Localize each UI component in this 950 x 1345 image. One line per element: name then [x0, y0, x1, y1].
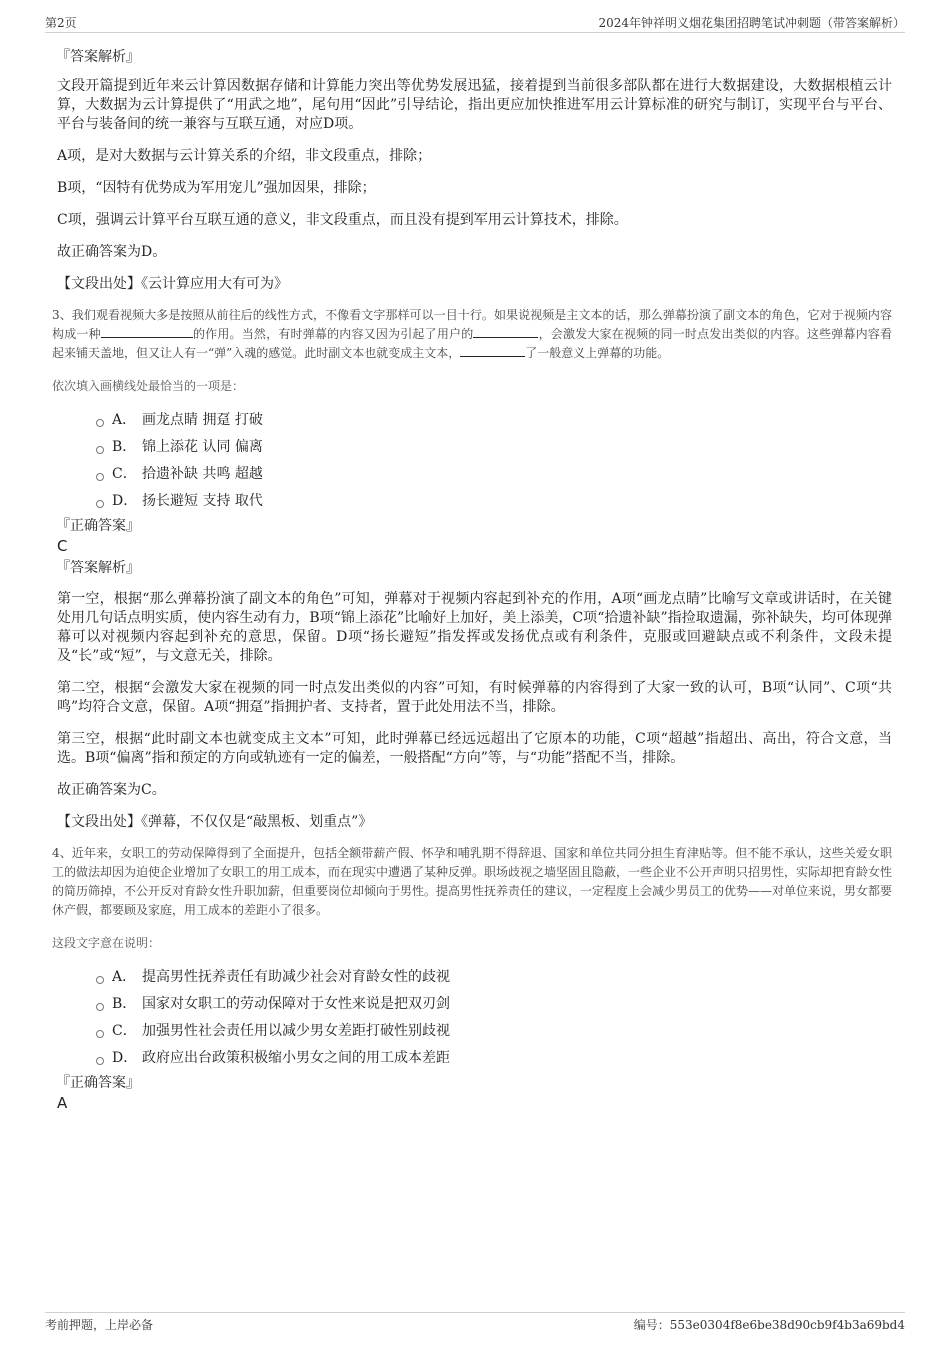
option-b[interactable] — [96, 991, 892, 1018]
option-text: 拾遗补缺 共鸣 超越 — [142, 466, 263, 482]
fill-blank-2 — [473, 325, 538, 338]
answer-analysis-tag: 『答案解析』 — [56, 49, 140, 65]
option-text: 提高男性抚养责任有助减少社会对育龄女性的歧视 — [142, 969, 450, 985]
option-text: 锦上添花 认同 偏离 — [142, 439, 263, 455]
source-citation: 【文段出处】《弹幕，不仅仅是“敲黑板、划重点”》 — [57, 814, 373, 830]
analysis-option-a: A项，是对大数据与云计算关系的介绍，非文段重点，排除； — [57, 148, 432, 164]
page-footer — [45, 1312, 905, 1335]
option-key: D． — [112, 493, 138, 509]
conclusion: 故正确答案为C。 — [57, 782, 166, 798]
page-number: 第2页 — [45, 16, 77, 30]
document-code: 编号：553e0304f8e6be38d90cb9f4b3a69bd4 — [633, 1318, 905, 1332]
radio-button[interactable] — [96, 473, 104, 481]
correct-answer: C — [57, 537, 68, 555]
correct-answer-tag: 『正确答案』 — [56, 518, 140, 534]
option-key: A． — [112, 969, 137, 985]
option-text: 国家对女职工的劳动保障对于女性来说是把双刃剑 — [142, 996, 450, 1012]
analysis-option-c: C项，强调云计算平台互联互通的意义，非文段重点，而且没有提到军用云计算技术，排除。 — [57, 212, 628, 228]
option-key: C． — [112, 466, 137, 482]
option-key: B． — [112, 996, 137, 1012]
conclusion: 故正确答案为D。 — [57, 244, 167, 260]
option-d[interactable] — [96, 1045, 892, 1072]
answer-analysis-tag: 『答案解析』 — [56, 560, 140, 576]
radio-button[interactable] — [96, 500, 104, 508]
option-a[interactable] — [96, 964, 892, 991]
question-3-text: 3、我们观看视频大多是按照从前往后的线性方式，不像看文字那样可以一目十行。如果说视频是主文本的话，那么弹幕扮演了副文本的角色，它对于视频内容构成一种 的作用。当然，有时弹幕的内容又因为引起了用户的 ，会激发大家在视频的同一时点发出类似的内容。这些弹幕内容看起来铺天盖地，但又让人有一“弹”入魂的感觉。此时副文本也就变成主文本， 了一般意义上弹幕的功能。 — [52, 308, 892, 360]
analysis-option-b: B项，“因特有优势成为军用宠儿”强加因果，排除； — [57, 180, 376, 196]
fill-blank-1 — [101, 325, 193, 338]
radio-button[interactable] — [96, 446, 104, 454]
radio-button[interactable] — [96, 419, 104, 427]
option-c[interactable] — [96, 1018, 892, 1045]
option-b[interactable] — [96, 434, 892, 461]
analysis-paragraph-3: 第三空，根据“此时副文本也就变成主文本”可知，此时弹幕已经远远超出了它原本的功能，C项“超越”指超出、高出，符合文意，当选。B项“偏离”指和预定的方向或轨迹有一定的偏差，一般搭配“方向”等，与“功能”搭配不当，排除。 — [57, 731, 892, 766]
option-text: 画龙点睛 拥趸 打破 — [142, 412, 263, 428]
document-title: 2024年钟祥明义烟花集团招聘笔试冲刺题（带答案解析） — [598, 16, 905, 30]
footer-slogan: 考前押题，上岸必备 — [45, 1318, 154, 1332]
option-a[interactable] — [96, 407, 892, 434]
radio-button[interactable] — [96, 1003, 104, 1011]
page-header — [45, 12, 905, 33]
analysis-paragraph: 文段开篇提到近年来云计算因数据存储和计算能力突出等优势发展迅猛，接着提到当前很多部队都在进行大数据建设，大数据根植云计算，大数据为云计算提供了“用武之地”，尾句用“因此”引导结论，指出更应加快推进军用云计算标准的研究与制订，实现平台与平台、平台与装备间的统一兼容与互联互通，对应D项。 — [57, 78, 892, 132]
question-4-text: 4、近年来，女职工的劳动保障得到了全面提升，包括全额带薪产假、怀孕和哺乳期不得辞退、国家和单位共同分担生育津贴等。但不能不承认，这些关爱女职工的做法却因为迫使企业增加了女职工的用工成本，而在现实中遭遇了某种反弹。职场歧视之墙坚固且隐蔽，一些企业不公开声明只招男性，实际却把育龄女性的简历筛掉，不公开反对育龄女性升职加薪，但重要岗位却倾向于男性。提高男性抚养责任的建议，一定程度上会减少男员工的优势——对单位来说，男女都要休产假，都要顾及家庭，用工成本的差距小了很多。 — [52, 846, 893, 917]
option-key: C． — [112, 1023, 137, 1039]
radio-button[interactable] — [96, 1057, 104, 1065]
source-citation: 【文段出处】《云计算应用大有可为》 — [57, 276, 288, 292]
analysis-paragraph-1: 第一空，根据“那么弹幕扮演了副文本的角色”可知，弹幕对于视频内容起到补充的作用，A项“画龙点睛”比喻写文章或讲话时，在关键处用几句话点明实质，使内容生动有力，B项“锦上添花”比喻好上加好，美上添美，C项“拾遗补缺”指捡取遗漏，弥补缺失，均可体现弹幕可以对视频内容起到补充的意思，保留。D项“扬长避短”指发挥或发扬优点或有利条件，克服或回避缺点或不利条件，文段未提及“长”或“短”，与文意无关，排除。 — [57, 591, 892, 664]
option-c[interactable] — [96, 461, 892, 488]
correct-answer: A — [57, 1094, 68, 1112]
question-3-stem: 依次填入画横线处最恰当的一项是： — [52, 379, 245, 393]
question-4-stem: 这段文字意在说明： — [52, 936, 161, 950]
radio-button[interactable] — [96, 1030, 104, 1038]
fill-blank-3 — [460, 344, 525, 357]
option-text: 政府应出台政策积极缩小男女之间的用工成本差距 — [142, 1050, 450, 1066]
option-text: 加强男性社会责任用以减少男女差距打破性别歧视 — [142, 1023, 450, 1039]
correct-answer-tag: 『正确答案』 — [56, 1075, 140, 1091]
radio-button[interactable] — [96, 976, 104, 984]
option-d[interactable] — [96, 488, 892, 515]
analysis-paragraph-2: 第二空，根据“会激发大家在视频的同一时点发出类似的内容”可知，有时候弹幕的内容得到了大家一致的认可，B项“认同”、C项“共鸣”均符合文意，保留。A项“拥趸”指拥护者、支持者，置于此处用法不当，排除。 — [57, 680, 892, 715]
page-content — [52, 46, 892, 1112]
question-3-options — [96, 407, 892, 515]
question-4-options — [96, 964, 892, 1072]
option-key: D． — [112, 1050, 138, 1066]
option-key: A． — [112, 412, 137, 428]
option-text: 扬长避短 支持 取代 — [142, 493, 263, 509]
option-key: B． — [112, 439, 137, 455]
